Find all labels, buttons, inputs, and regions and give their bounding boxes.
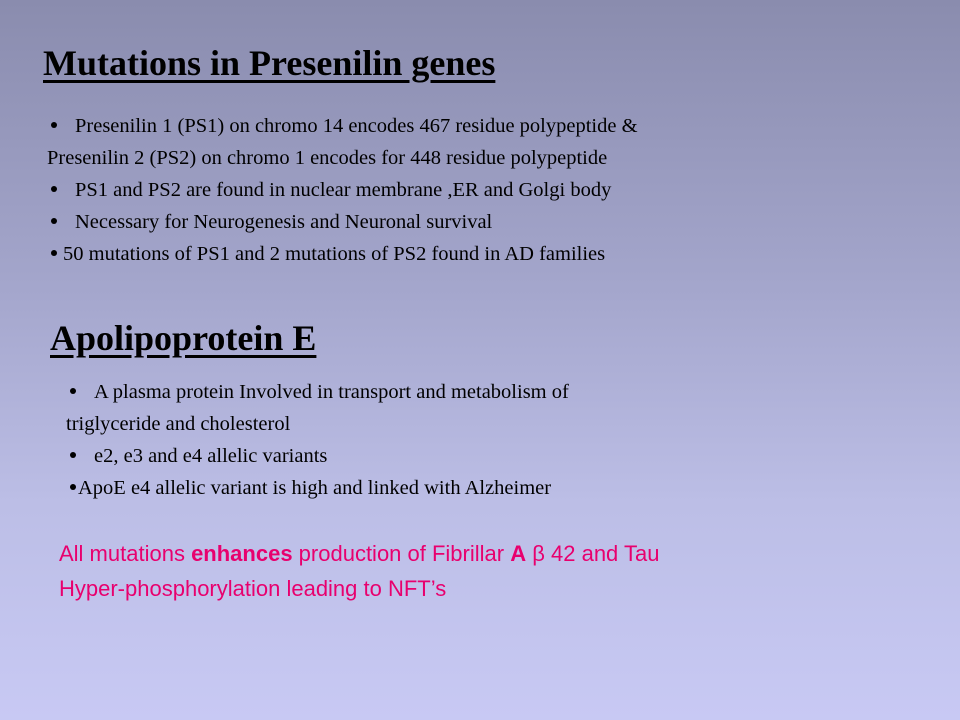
bullet-line — [47, 110, 927, 142]
conclusion-part-1: All mutations — [59, 541, 192, 566]
a-beta-letter: A — [510, 541, 527, 566]
bullet-icon — [51, 122, 57, 128]
apoe-point-2: triglyceride and cholesterol — [66, 413, 291, 435]
bullet-line — [47, 174, 927, 206]
bullet-icon — [51, 250, 57, 256]
presenilin-point-1: Presenilin 1 (PS1) on chromo 14 encodes 467 residue polypeptide & — [75, 115, 638, 137]
presenilin-point-3: PS1 and PS2 are found in nuclear membrane ,ER and Golgi body — [75, 179, 612, 201]
bullet-line — [47, 206, 927, 238]
bullet-line — [66, 440, 866, 472]
bullet-icon — [70, 452, 76, 458]
bullet-line — [47, 238, 927, 270]
continuation-line — [47, 142, 927, 174]
beta-symbol: β — [532, 541, 545, 566]
conclusion-line-1 — [59, 536, 879, 571]
presenilin-points — [47, 110, 927, 270]
presenilin-point-4: Necessary for Neurogenesis and Neuronal survival — [75, 211, 493, 233]
conclusion-part-2: production of Fibrillar — [292, 541, 511, 566]
bullet-line — [66, 376, 866, 408]
apoe-point-4: ApoE e4 allelic variant is high and linked with Alzheimer — [78, 477, 552, 499]
presenilin-point-2: Presenilin 2 (PS2) on chromo 1 encodes for 448 residue polypeptide — [47, 147, 608, 169]
apoe-point-3: e2, e3 and e4 allelic variants — [94, 445, 328, 467]
conclusion-part-3: 42 and Tau — [544, 541, 660, 566]
continuation-line — [66, 408, 866, 440]
bullet-icon — [51, 186, 57, 192]
conclusion-line-2: Hyper-phosphorylation leading to NFT’s — [59, 576, 447, 601]
apoe-point-1: A plasma protein Involved in transport and metabolism of — [94, 381, 569, 403]
presenilin-point-5: 50 mutations of PS1 and 2 mutations of PS2 found in AD families — [63, 243, 606, 265]
bullet-line — [66, 472, 866, 504]
bullet-icon — [70, 484, 76, 490]
conclusion-emphasis: enhances — [191, 541, 293, 566]
bullet-icon — [70, 388, 76, 394]
conclusion-text — [59, 536, 879, 606]
apoe-points — [66, 376, 866, 504]
presenilin-heading: Mutations in Presenilin genes — [43, 43, 496, 83]
bullet-icon — [51, 218, 57, 224]
apoe-heading: Apolipoprotein E — [50, 318, 317, 358]
